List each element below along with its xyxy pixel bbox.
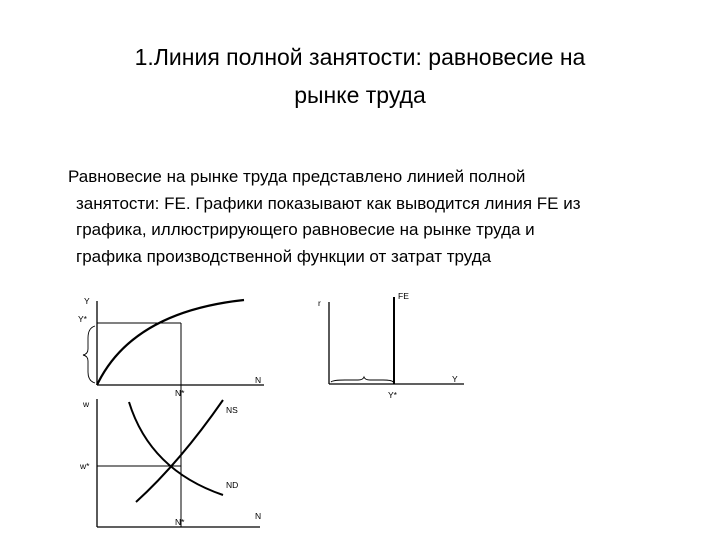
title-line-1: 1.Линия полной занятости: равновесие на	[134, 44, 586, 70]
fe-brace	[331, 377, 393, 382]
paragraph-line-3: графика, иллюстрирующего равновесие на рынке труда и	[76, 220, 535, 239]
fe-graph	[329, 297, 464, 384]
fe-y-star-label: Y*	[388, 390, 397, 400]
paragraph-line-2: занятости: FE. Графики показывают как выводится линия FE из	[76, 193, 581, 213]
pf-n-label: N	[255, 375, 262, 385]
paragraph-line-4: графика производственной функции от затрат труда	[76, 246, 492, 266]
production-curve	[97, 300, 244, 385]
lm-w-label: w	[83, 399, 90, 409]
lm-w-star-label: w*	[80, 461, 90, 471]
fe-r-label: r	[318, 298, 321, 308]
labor-market-graph	[97, 399, 260, 527]
labor-demand-curve	[129, 402, 223, 495]
y-brace	[83, 326, 95, 383]
title-line-2: рынке труда	[294, 82, 426, 108]
pf-n-star-label: N*	[175, 388, 185, 398]
fe-y-label: Y	[452, 374, 458, 384]
lm-nd-label: ND	[226, 480, 239, 490]
labor-supply-curve	[136, 400, 223, 502]
lm-n-star-label: N*	[175, 517, 185, 527]
fe-label: FE	[398, 291, 409, 301]
lm-n-label: N	[255, 511, 262, 521]
pf-y-star-label: Y*	[78, 314, 87, 324]
pf-y-label: Y	[84, 296, 90, 306]
paragraph-line-1: Равновесие на рынке труда представлено линией полной	[68, 167, 526, 186]
lm-ns-label: NS	[226, 405, 238, 415]
